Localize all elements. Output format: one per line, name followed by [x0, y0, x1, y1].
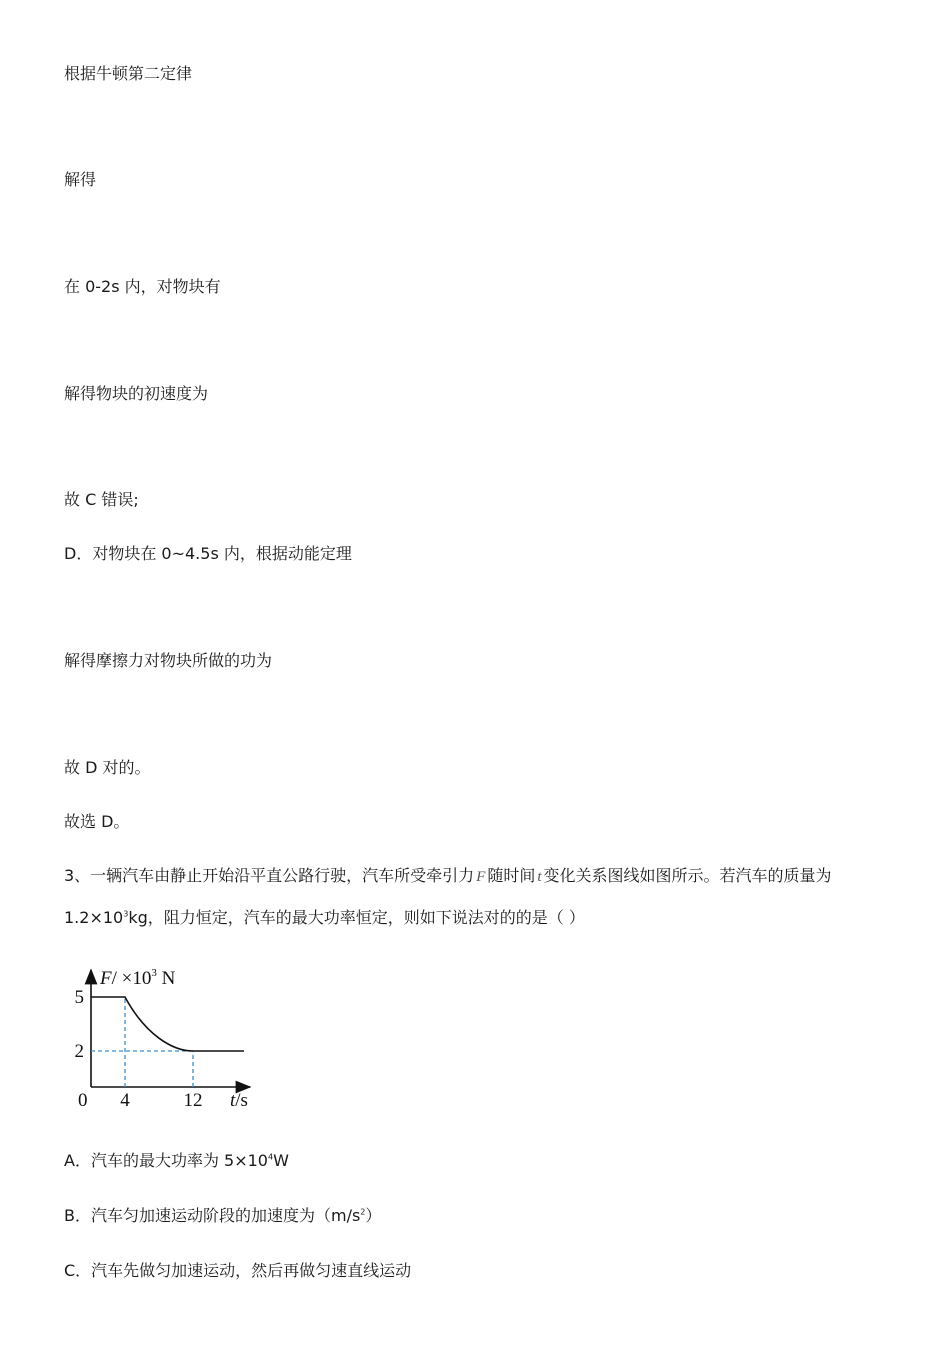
text-c-wrong: 故 C 错误;	[64, 490, 139, 509]
text-d-correct: 故 D 对的。	[64, 758, 151, 777]
text-initial-velocity: 解得物块的初速度为	[64, 384, 209, 403]
x-tick-12: 12	[183, 1090, 203, 1111]
y-tick-2: 2	[74, 1041, 84, 1062]
var-f: F	[476, 869, 486, 885]
y-axis-label: $F/ \times 10^3$ N	[100, 967, 176, 989]
option-b-exponent: 2	[360, 1207, 366, 1217]
text-answer-d: 故选 D。	[64, 812, 130, 831]
text-newton-second-law: 根据牛顿第二定律	[64, 64, 193, 83]
force-time-chart	[64, 960, 264, 1112]
text-solve-1: 解得	[64, 170, 97, 189]
origin-label: 0	[78, 1090, 88, 1111]
option-b-close: ）	[365, 1206, 382, 1225]
y-tick-5: 5	[74, 987, 84, 1008]
mass-exponent: 3	[123, 909, 129, 919]
text-option-d-analysis: D．对物块在 0~4.5s 内，根据动能定理	[64, 544, 352, 563]
question-text-c: 变化关系图线如图所示。若汽车的质量为	[543, 866, 832, 885]
text-friction-work: 解得摩擦力对物块所做的功为	[64, 651, 273, 670]
question-3-line-2	[64, 908, 585, 928]
option-a-unit: W	[273, 1151, 289, 1170]
x-axis-label: t/s	[230, 1090, 248, 1111]
question-text-a: 3、一辆汽车由静止开始沿平直公路行驶，汽车所受牵引力	[64, 866, 475, 885]
question-text-d: kg，阻力恒定，汽车的最大功率恒定，则如下说法对的的是（ ）	[128, 908, 585, 927]
text-0-2s-block: 在 0-2s 内，对物块有	[64, 277, 221, 296]
mass-value: 1.2×10	[64, 908, 124, 927]
option-a-exponent: 4	[267, 1152, 274, 1162]
option-b	[64, 1206, 381, 1226]
question-3-line-1	[64, 866, 832, 887]
option-b-text: B．汽车匀加速运动阶段的加速度为（m/s	[64, 1206, 361, 1225]
option-a-text: A．汽车的最大功率为 5×10	[64, 1151, 268, 1170]
var-t: t	[537, 869, 542, 885]
x-tick-4: 4	[120, 1090, 130, 1111]
force-curve	[91, 997, 244, 1051]
option-c: C．汽车先做匀加速运动，然后再做匀速直线运动	[64, 1261, 412, 1280]
question-text-b: 随时间	[487, 866, 536, 885]
option-a	[64, 1151, 289, 1171]
